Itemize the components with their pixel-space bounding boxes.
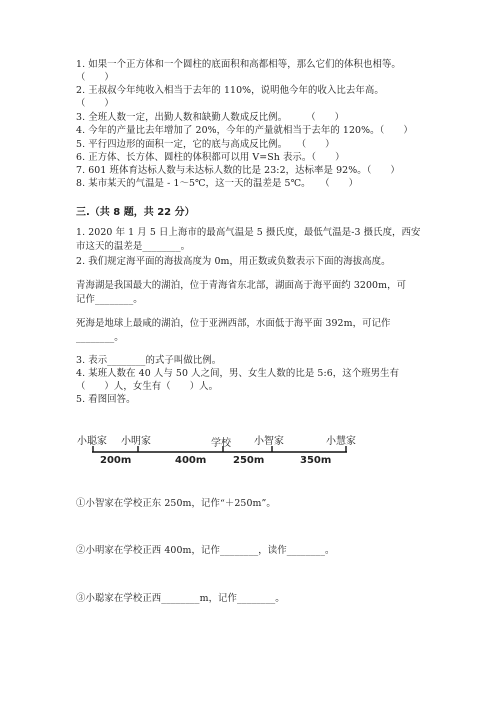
- judge-q5: 5. 平行四边形的面积一定，它的底与高成反比例。 （ ）: [76, 139, 335, 150]
- fill-q1-line2: 市这天的温差是________。: [76, 241, 191, 252]
- judge-q1-bracket: （ ）: [76, 72, 114, 83]
- distance-250m: 250m: [233, 455, 265, 466]
- sub-q3: ③小聪家在学校正西________m，记作________。: [76, 593, 285, 604]
- judge-q3: 3. 全班人数一定，出勤人数和缺勤人数成反比例。 （ ）: [76, 112, 345, 123]
- fill-q2a-line1: 青海湖是我国最大的湖泊，位于青海省东北部，湖面高于海平面约 3200m，可: [76, 280, 407, 291]
- fill-q2b-line2: ________。: [76, 332, 124, 343]
- place-xiaocong: 小聪家: [77, 436, 107, 447]
- judge-q7: 7. 601 班体育达标人数与未达标人数的比是 23:2，达标率是 92%。（ ）: [76, 165, 400, 176]
- judge-q6: 6. 正方体、长方体、圆柱的体积都可以用 V=Sh 表示。（ ）: [76, 152, 345, 163]
- fill-q4-line2: （ ）人，女生有（ ）人。: [76, 381, 219, 392]
- distance-200m: 200m: [100, 455, 132, 466]
- place-school: 学校: [211, 438, 231, 449]
- fill-q5: 5. 看图回答。: [76, 394, 136, 405]
- judge-q1: 1. 如果一个正方体和一个圆柱的底面积和高都相等，那么它们的体积也相等。: [76, 59, 401, 70]
- judge-q2: 2. 王叔叔今年纯收入相当于去年的 110%，说明他今年的收入比去年高。: [76, 85, 384, 96]
- distance-350m: 350m: [300, 455, 332, 466]
- distance-400m: 400m: [175, 455, 207, 466]
- sub-q2: ②小明家在学校正西 400m，记作________，读作________。: [76, 545, 335, 556]
- fill-q2: 2. 我们规定海平面的海拔高度为 0m，用正数或负数表示下面的海拔高度。: [76, 256, 391, 267]
- fill-q2a-line2: 记作________。: [76, 294, 143, 305]
- sub-q1: ①小智家在学校正东 250m，记作“＋250m”。: [76, 498, 276, 509]
- place-xiaozhi: 小智家: [254, 436, 284, 447]
- judge-q8: 8. 某市某天的气温是 - 1～5℃，这一天的温差是 5℃。 （ ）: [76, 178, 359, 189]
- place-xiaohui: 小慧家: [326, 436, 356, 447]
- judge-q4: 4. 今年的产量比去年增加了 20%，今年的产量就相当于去年的 120%。（ ）: [76, 125, 413, 136]
- fill-q1-line1: 1. 2020 年 1 月 5 日上海市的最高气温是 5 摄氏度，最低气温是-3 摄氏度，西安: [76, 227, 421, 238]
- section-title: 三.（共 8 题，共 22 分）: [76, 207, 195, 218]
- fill-q3: 3. 表示________的式子叫做比例。: [76, 355, 222, 366]
- fill-q4-line1: 4. 某班人数在 40 人与 50 人之间，男、女生人数的比是 5:6，这个班男生有: [76, 368, 400, 379]
- fill-q2b-line1: 死海是地球上最咸的湖泊，位于亚洲西部，水面低于海平面 392m，可记作: [76, 318, 391, 329]
- place-xiaoming: 小明家: [121, 436, 151, 447]
- judge-q2-bracket: （ ）: [76, 98, 114, 109]
